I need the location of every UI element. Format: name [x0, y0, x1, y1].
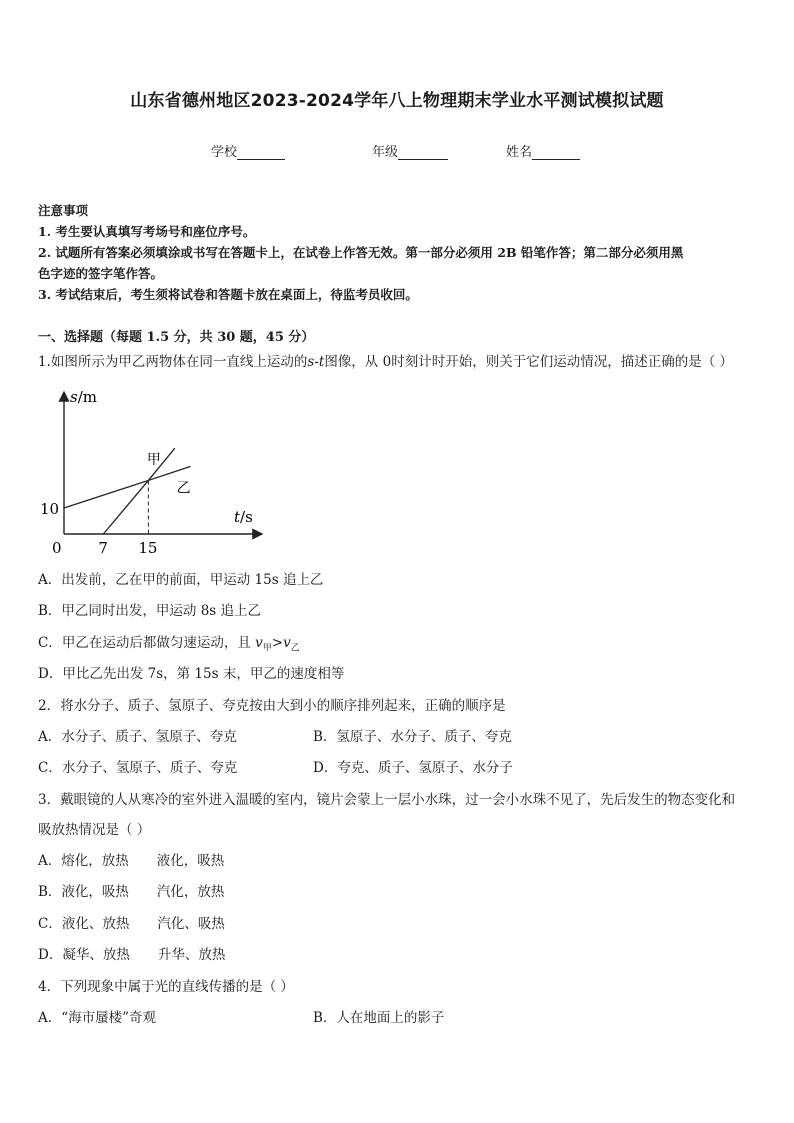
question-3-stem-cont: 吸放热情况是（ ）	[38, 822, 151, 838]
grade-blank	[398, 145, 448, 160]
grade-field	[372, 141, 448, 160]
q1-option-c	[38, 633, 300, 659]
q3-option-d-part1: D．凝华、放热	[38, 947, 130, 963]
velocity-symbol: v	[255, 635, 263, 651]
q3-option-a-part1: A．熔化，放热	[38, 853, 129, 869]
name-label: 姓名	[506, 145, 533, 160]
s-t-graph	[36, 384, 276, 559]
q3-option-a-part2: 液化，吸热	[156, 853, 225, 869]
q2-option-d: D．夸克、质子、氢原子、水分子	[313, 760, 513, 776]
velocity-symbol: v	[283, 635, 291, 651]
q3-option-d-part2: 升华、放热	[157, 947, 226, 963]
q1-option-b: B．甲乙同时出发，甲运动 8s 追上乙	[38, 603, 262, 619]
series-line-yi	[64, 466, 191, 508]
notice-item: 色字迹的签字笔作答。	[38, 266, 164, 281]
q3-option-b-part2: 汽化，放热	[156, 884, 225, 900]
q2-option-c: C．水分子、氢原子、质子、夸克	[38, 760, 238, 776]
q1-stem-var: s-t	[307, 354, 325, 370]
school-field	[211, 141, 285, 160]
notice-heading: 注意事项	[38, 203, 89, 218]
q3-option-a	[38, 851, 224, 871]
notice-item: 2. 试题所有答案必须填涂或书写在答题卡上，在试卷上作答无效。第一部分必须用 2B 铅笔作答；第二部分必须用黑	[38, 245, 684, 260]
x-tick-label: 0	[52, 539, 62, 557]
q2-option-a: A．水分子、质子、氢原子、夸克	[38, 729, 237, 745]
q2-option-b: B．氢原子、水分子、质子、夸克	[313, 729, 512, 745]
x-tick-label: 7	[98, 539, 108, 557]
x-tick-label: 15	[138, 539, 158, 557]
q3-option-c	[38, 914, 225, 934]
question-3-stem: 3．戴眼镜的人从寒冷的室外进入温暖的室内，镜片会蒙上一层小水珠，过一会小水珠不见了，先后发生的物态变化和	[38, 792, 736, 808]
question-4-stem: 4．下列现象中属于光的直线传播的是（ ）	[38, 979, 294, 995]
greater-than: >	[271, 635, 284, 651]
q3-option-b-part1: B．液化，吸热	[38, 884, 129, 900]
q3-option-d	[38, 945, 225, 965]
velocity-subscript: 甲	[262, 643, 272, 654]
q4-option-b: B．人在地面上的影子	[313, 1010, 445, 1026]
grade-label: 年级	[372, 145, 399, 160]
velocity-subscript: 乙	[290, 643, 300, 654]
section-heading: 一、选择题（每题 1.5 分，共 30 题，45 分）	[38, 330, 315, 345]
notice-block	[38, 200, 760, 305]
q3-option-b	[38, 882, 224, 902]
q3-option-c-part2: 汽化、吸热	[157, 916, 225, 932]
x-axis-label: t/s	[234, 508, 253, 526]
name-blank	[532, 145, 580, 160]
y-tick-label: 10	[40, 500, 60, 518]
q1-stem-text: 图像，从 0时刻计时开始，则关于它们运动情况，描述正确的是（ ）	[324, 354, 733, 370]
school-blank	[237, 145, 285, 160]
series-label-yi: 乙	[176, 480, 191, 497]
q3-option-c-part1: C．液化、放热	[38, 916, 130, 932]
notice-item: 1. 考生要认真填写考场号和座位序号。	[38, 224, 256, 239]
question-2-stem: 2．将水分子、质子、氢原子、夸克按由大到小的顺序排列起来，正确的顺序是	[38, 698, 506, 714]
q1-stem-text: 1.如图所示为甲乙两物体在同一直线上运动的	[38, 354, 308, 370]
q1-option-c-text: C．甲乙在运动后都做匀速运动，且	[38, 635, 251, 651]
notice-item: 3. 考试结束后，考生须将试卷和答题卡放在桌面上，待监考员收回。	[38, 287, 418, 302]
q1-option-d: D．甲比乙先出发 7s，第 15s 末，甲乙的速度相等	[38, 666, 345, 682]
name-field	[506, 141, 580, 160]
y-axis-label: s/m	[70, 388, 97, 406]
question-1-stem	[38, 352, 760, 372]
series-label-jia: 甲	[146, 452, 161, 469]
q1-option-a: A．出发前，乙在甲的前面，甲运动 15s 追上乙	[38, 572, 324, 588]
school-label: 学校	[211, 145, 238, 160]
q4-option-a: A．“海市蜃楼”奇观	[38, 1010, 157, 1026]
page-title: 山东省德州地区2023-2024学年八上物理期末学业水平测试模拟试题	[130, 91, 664, 111]
